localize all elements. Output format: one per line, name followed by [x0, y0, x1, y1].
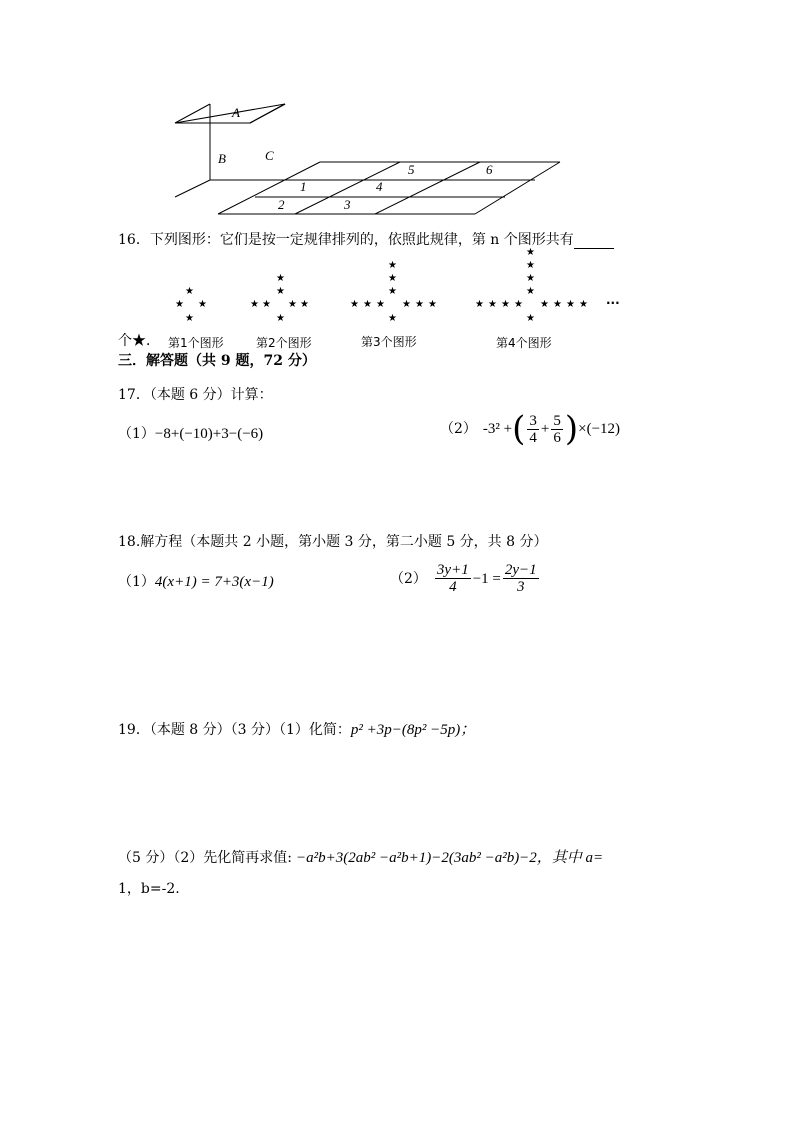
q18-part1	[118, 573, 274, 591]
q16-ellipsis: ···	[606, 296, 620, 310]
q18-p1-expr: 4(x+1) = 7+3(x−1)	[154, 574, 274, 590]
svg-text:★: ★	[553, 299, 562, 310]
q17-p2-frac2: $\frac{5}{6}$	[553, 412, 561, 446]
caption-fig4: 第4个图形	[496, 336, 552, 350]
q17-p2-lead: -3² +	[482, 421, 513, 437]
q19-p1-expr: p² +3p−(8p² −5p)；	[350, 722, 476, 738]
q17-p1-expr: −8+(−10)+3−(−6)	[154, 426, 264, 442]
q18-p2-frac2: $\frac{2y-1}{3}$	[504, 562, 537, 595]
q18-p2-label: （2）	[390, 570, 427, 587]
svg-text:★: ★	[526, 286, 535, 297]
svg-text:★: ★	[415, 299, 424, 310]
q18-part2	[390, 562, 541, 595]
svg-text:★: ★	[288, 299, 297, 310]
grid-figure	[160, 95, 570, 220]
svg-text:★: ★	[402, 299, 411, 310]
q19-part2	[118, 849, 603, 867]
q17-part1	[118, 425, 263, 443]
caption-fig2: 第2个图形	[256, 336, 312, 350]
svg-text:★: ★	[526, 260, 535, 271]
svg-text:★: ★	[428, 299, 437, 310]
svg-text:★: ★	[276, 313, 285, 324]
label-a: A	[232, 105, 240, 120]
svg-text:★: ★	[376, 299, 385, 310]
svg-text:★: ★	[526, 273, 535, 284]
svg-text:★: ★	[388, 313, 397, 324]
caption-fig3: 第3个图形	[361, 335, 417, 349]
label-b: B	[218, 151, 226, 166]
svg-text:★: ★	[526, 313, 535, 324]
svg-text:★: ★	[388, 273, 397, 284]
label-3: 3	[344, 197, 351, 212]
q17-p2-frac1: $\frac{3}{4}$	[529, 412, 537, 446]
q19-p2-prefix: （5 分）（2）先化简再求值:	[118, 850, 292, 866]
caption-fig1: 第1个图形	[168, 336, 224, 350]
svg-text:★: ★	[526, 247, 535, 258]
svg-text:★: ★	[276, 286, 285, 297]
svg-text:★: ★	[350, 299, 359, 310]
q18-p2-frac1: $\frac{3y+1}{4}$	[436, 562, 469, 595]
svg-text:★: ★	[300, 299, 309, 310]
svg-text:★: ★	[579, 299, 588, 310]
q16-suffix	[118, 332, 160, 350]
label-1: 1	[300, 179, 307, 194]
q17-part2: （2） -3² + ( $\frac{3}{4}$ + $\frac{5}{6}$ ) ×(−12)	[440, 409, 621, 449]
svg-text:★: ★	[488, 299, 497, 310]
svg-text:★: ★	[175, 299, 184, 310]
label-c: C	[265, 148, 274, 163]
label-6: 6	[486, 162, 493, 177]
q18-p2-mid: −1 =	[472, 570, 501, 587]
svg-text:★: ★	[250, 299, 259, 310]
label-4: 4	[376, 179, 383, 194]
q19-part1	[118, 721, 475, 739]
svg-text:★: ★	[363, 299, 372, 310]
svg-text:★: ★	[388, 286, 397, 297]
svg-text:★: ★	[514, 299, 523, 310]
q16-stem: 16．下列图形：它们是按一定规律排列的，依照此规律，第 n 个图形共有	[118, 232, 574, 248]
svg-text:★: ★	[475, 299, 484, 310]
q17-p2-plus: +	[540, 421, 550, 437]
q18-p1-label: （1）	[118, 574, 155, 590]
q17-p1-label: （1）	[118, 426, 155, 442]
svg-text:★: ★	[262, 299, 271, 310]
q17-p2-label: （2）	[440, 421, 477, 437]
svg-text:★: ★	[501, 299, 510, 310]
svg-text:★: ★	[388, 260, 397, 271]
q18-title: 18.解方程（本题共 2 小题，第小题 3 分，第二小题 5 分，共 8 分）	[118, 534, 548, 550]
svg-text:★: ★	[540, 299, 549, 310]
section-3-title: 三．解答题（共 9 题，72 分）	[118, 353, 316, 369]
svg-text:★: ★	[185, 313, 194, 324]
svg-text:★: ★	[276, 273, 285, 284]
label-2: 2	[278, 197, 285, 212]
star-patterns	[170, 244, 630, 324]
q16-suffix-text: 个★．	[118, 333, 160, 349]
svg-text:★: ★	[185, 286, 194, 297]
q19-p2-expr: −a²b+3(2ab² −a²b+1)−2(3ab² −a²b)−2，其中 a=	[295, 850, 604, 866]
q19-part2-line2: 1，b=-2.	[118, 881, 180, 897]
q17-p2-tail: ×(−12)	[578, 421, 621, 437]
svg-text:★: ★	[198, 299, 207, 310]
svg-text:★: ★	[566, 299, 575, 310]
q17-title: 17．（本题 6 分）计算：	[118, 387, 273, 403]
q19-title: 19．（本题 8 分）（3 分）（1）化简：	[118, 722, 351, 738]
label-5: 5	[408, 162, 415, 177]
